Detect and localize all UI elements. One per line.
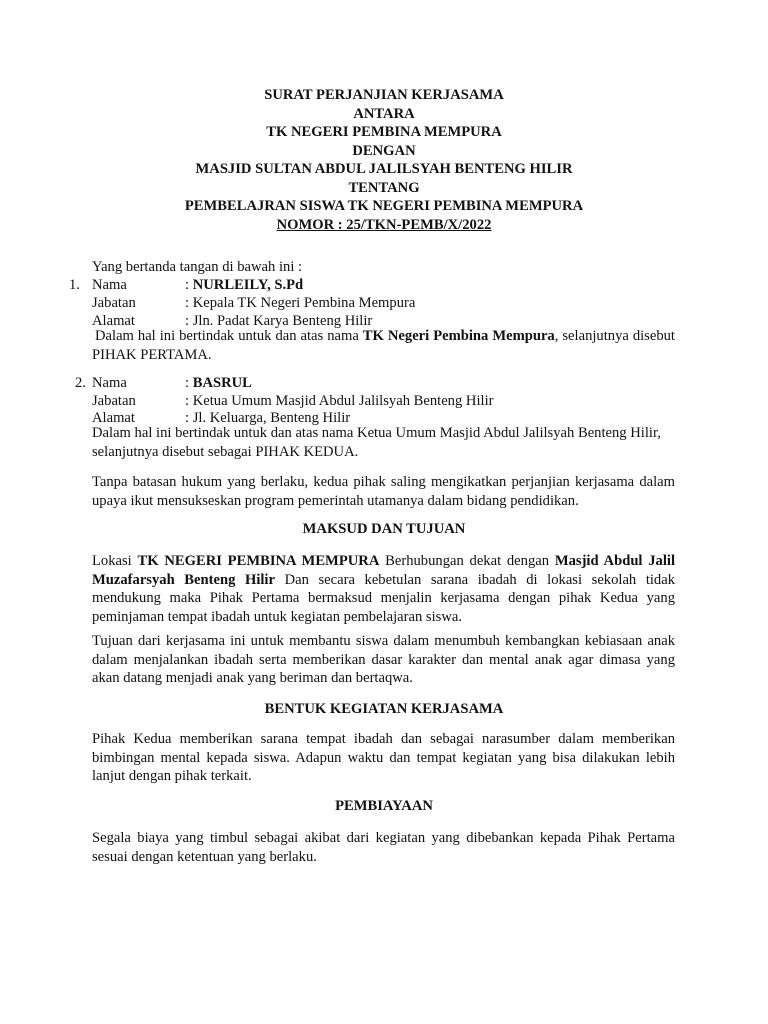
party1-name-colon: : bbox=[185, 277, 190, 293]
section-heading-bentuk: BENTUK KEGIATAN KERJASAMA bbox=[264, 701, 504, 717]
party1-statement bbox=[92, 327, 675, 364]
party2-number: 2. bbox=[75, 375, 86, 391]
title-line-5: MASJID SULTAN ABDUL JALILSYAH BENTENG HILIR bbox=[195, 161, 573, 177]
party1-statement-pre: Dalam hal ini bertindak untuk dan atas nama bbox=[95, 328, 359, 344]
party1-statement-bold: TK Negeri Pembina Mempura bbox=[362, 328, 555, 344]
title-line-2: ANTARA bbox=[353, 105, 415, 122]
section2-p1-text: Pihak Kedua memberikan sarana tempat ibadah dan sebagai narasumber dalam memberikan bimbingan mental kepada siswa. Adapun waktu dan tempat kegiatan yang bisa dilakukan lebih lanjut dengan pihak terkait. bbox=[92, 731, 675, 784]
party1-name-label: Nama bbox=[92, 277, 127, 293]
intro-label: Yang bertanda tangan di bawah ini : bbox=[92, 259, 303, 275]
party1-role-value: Kepala TK Negeri Pembina Mempura bbox=[192, 295, 416, 311]
party1-address-value: Jln. Padat Karya Benteng Hilir bbox=[192, 313, 373, 329]
title-line-6: TENTANG bbox=[348, 179, 420, 196]
party2-role-colon: : bbox=[185, 393, 190, 409]
party2-role-value: Ketua Umum Masjid Abdul Jalilsyah Benteng Hilir bbox=[192, 393, 494, 409]
section1-p1-a: Lokasi bbox=[92, 553, 132, 569]
party1-name-value: NURLEILY, S.Pd bbox=[192, 277, 304, 293]
party1-address-label: Alamat bbox=[92, 313, 135, 329]
party2-name-value: BASRUL bbox=[192, 375, 252, 391]
section-heading-maksud: MAKSUD DAN TUJUAN bbox=[302, 521, 466, 537]
document-title-block bbox=[0, 86, 768, 234]
agreement-text: Tanpa batasan hukum yang berlaku, kedua pihak saling mengikatkan perjanjian kerjasama dalam upaya ikut mensukseskan program pemerintah utamanya dalam bidang pendidikan. bbox=[92, 474, 675, 509]
section1-p1-e: Dan secara kebetulan sarana ibadah di lokasi sekolah tidak mendukung maka Pihak Pertama bermaksud menjalin kerjasama dengan pihak Kedua yang peminjaman tempat ibadah untuk kegiatan pembelajaran siswa. bbox=[92, 571, 675, 625]
party2-name-label: Nama bbox=[92, 375, 127, 391]
section2-paragraph-1 bbox=[92, 730, 675, 786]
title-line-4: DENGAN bbox=[352, 142, 416, 159]
section1-p2-text: Tujuan dari kerjasama ini untuk membantu siswa dalam menumbuh kembangkan kebiasaan anak dalam menjalankan ibadah serta memberikan dasar karakter dan mental anak agar dimasa yang akan datang menjadi anak yang beriman dan bertaqwa. bbox=[92, 633, 675, 686]
section1-p1-mosque: Masjid Abdul Jalil Muzafarsyah Benteng Hilir bbox=[92, 553, 676, 588]
intro-text bbox=[92, 258, 675, 277]
party2-role-label: Jabatan bbox=[92, 393, 136, 409]
party2-statement-text: Dalam hal ini bertindak untuk dan atas nama Ketua Umum Masjid Abdul Jalilsyah Benteng Hilir, selanjutnya disebut sebagai PIHAK KEDUA. bbox=[92, 425, 661, 460]
section1-paragraph-2 bbox=[92, 632, 675, 688]
agreement-paragraph bbox=[92, 473, 675, 510]
party1-statement-post: , selanjutnya disebut PIHAK PERTAMA. bbox=[92, 328, 675, 363]
party2-name-row bbox=[0, 374, 768, 393]
party2-address-label: Alamat bbox=[92, 410, 135, 426]
title-line-7: PEMBELAJRAN SISWA TK NEGERI PEMBINA MEMPURA bbox=[184, 198, 584, 214]
document-number: NOMOR : 25/TKN-PEMB/X/2022 bbox=[276, 216, 492, 233]
party2-address-value: Jl. Keluarga, Benteng Hilir bbox=[192, 410, 351, 426]
party1-address-colon: : bbox=[185, 313, 190, 329]
party1-role-row bbox=[0, 294, 768, 313]
section3-paragraph-1 bbox=[92, 829, 675, 866]
section3-p1-text: Segala biaya yang timbul sebagai akibat dari kegiatan yang dibebankan kepada Pihak Pertama sesuai dengan ketentuan yang berlaku. bbox=[92, 830, 675, 865]
section1-paragraph-1 bbox=[92, 552, 675, 626]
party1-role-label: Jabatan bbox=[92, 295, 136, 311]
party1-number: 1. bbox=[69, 277, 80, 293]
section1-p1-school: TK NEGERI PEMBINA MEMPURA bbox=[137, 553, 380, 569]
party1-name-row bbox=[0, 276, 768, 295]
title-line-1: SURAT PERJANJIAN KERJASAMA bbox=[264, 87, 504, 103]
party1-role-colon: : bbox=[185, 295, 190, 311]
party2-statement bbox=[92, 424, 675, 461]
party2-address-colon: : bbox=[185, 410, 190, 426]
title-line-3: TK NEGERI PEMBINA MEMPURA bbox=[266, 124, 502, 140]
party2-name-colon: : bbox=[185, 375, 190, 391]
section-heading-pembiayaan: PEMBIAYAAN bbox=[335, 798, 433, 814]
section1-p1-c: Berhubungan dekat dengan bbox=[385, 553, 550, 569]
